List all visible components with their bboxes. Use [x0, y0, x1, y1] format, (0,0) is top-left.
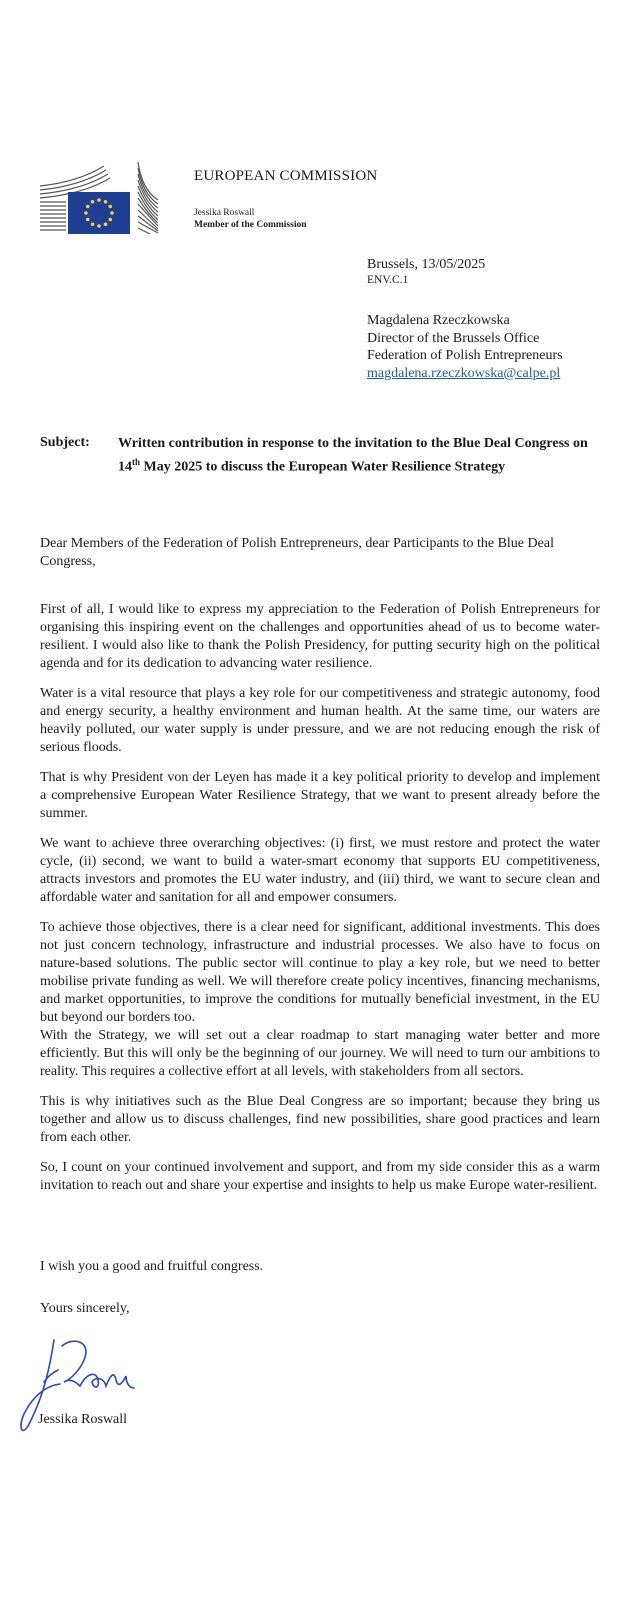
body-paragraph: To achieve those objectives, there is a clear need for significant, additional investments. This does not just concern technology, infrastructure and industrial processes. We also have to focus on nature-based solutions. The public sector will continue to play a key role, but we need to better mobilise private funding as well. We will therefore create policy incentives, financing mechanisms, and market opportunities, to improve the conditions for mutually beneficial investment, in the EU but beyond our borders too.	[40, 920, 600, 1025]
recipient-title: Director of the Brussels Office	[367, 330, 540, 346]
organization-name: EUROPEAN COMMISSION	[194, 168, 378, 184]
recipient-name: Magdalena Rzeczkowska	[367, 313, 510, 328]
letter-body	[40, 601, 600, 1207]
recipient-address	[367, 312, 563, 382]
signatory-name: Jessika Roswall	[38, 1412, 128, 1427]
eu-star-icon	[108, 218, 112, 222]
recipient-organization: Federation of Polish Entrepreneurs	[367, 348, 563, 363]
eu-star-icon	[104, 200, 108, 204]
body-paragraph: Water is a vital resource that plays a key role for our competitiveness and strategic autonomy, food and energy security, a healthy environment and human health. At the same time, our waters are heavily polluted, our water supply is under pressure, and we are not reducing enough the risk of serious floods.	[40, 686, 600, 755]
subject-superscript: th	[132, 457, 141, 467]
european-commission-logo-icon	[38, 160, 158, 234]
eu-star-icon	[97, 198, 101, 202]
subject-label: Subject:	[40, 435, 90, 450]
sender-name: Jessika Roswall	[194, 208, 255, 218]
subject-text	[118, 435, 588, 477]
body-paragraph: With the Strategy, we will set out a clear roadmap to start managing water better and more efficiently. But this will only be the beginning of our journey. We will need to turn our ambitions to reality. This requires a collective effort at all levels, with stakeholders from all sectors.	[40, 1028, 600, 1079]
body-paragraph: So, I count on your continued involvement and support, and from my side consider this as a warm invitation to reach out and share your expertise and insights to help us make Europe water-resilient.	[40, 1160, 600, 1193]
salutation: Dear Members of the Federation of Polish Entrepreneurs, dear Participants to the Blue Deal Congress,	[40, 536, 554, 569]
body-paragraph: We want to achieve three overarching objectives: (i) first, we must restore and protect the water cycle, (ii) second, we want to build a water-smart economy that supports EU competitiveness, attracts investors and promotes the EU water industry, and (iii) third, we want to secure clean and affordable water and sanitation for all and empower consumers.	[40, 836, 600, 905]
eu-star-icon	[104, 222, 108, 226]
eu-star-icon	[91, 200, 95, 204]
eu-star-icon	[108, 205, 112, 209]
eu-star-icon	[91, 222, 95, 226]
sign-off: Yours sincerely,	[40, 1301, 130, 1316]
subject-text-part1: Written contribution in response to the invitation to the Blue Deal Congress on 14	[118, 436, 588, 475]
subject-text-part2: May 2025 to discuss the European Water Resilience Strategy	[140, 459, 506, 475]
closing-wish: I wish you a good and fruitful congress.	[40, 1259, 264, 1274]
recipient-email-link[interactable]: magdalena.rzeczkowska@calpe.pl	[367, 365, 561, 381]
reference-code: ENV.C.1	[367, 274, 409, 286]
body-paragraph: This is why initiatives such as the Blue Deal Congress are so important; because they bring us together and allow us to discuss challenges, find new possibilities, share good practices and learn from each other.	[40, 1094, 600, 1145]
eu-star-icon	[84, 211, 88, 215]
body-paragraph: That is why President von der Leyen has made it a key political priority to develop and implement a comprehensive European Water Resilience Strategy, that we want to present already before the summer.	[40, 770, 600, 821]
eu-star-icon	[86, 218, 90, 222]
eu-star-icon	[110, 211, 114, 215]
eu-star-icon	[86, 205, 90, 209]
sender-role: Member of the Commission	[194, 220, 307, 230]
place-date: Brussels, 13/05/2025	[367, 257, 486, 272]
body-paragraph: First of all, I would like to express my appreciation to the Federation of Polish Entrepreneurs for organising this inspiring event on the challenges and opportunities ahead of us to become water-resilient. I would also like to thank the Polish Presidency, for putting security high on the political agenda and for its dedication to advancing water resilience.	[40, 602, 600, 671]
eu-star-icon	[97, 224, 101, 228]
